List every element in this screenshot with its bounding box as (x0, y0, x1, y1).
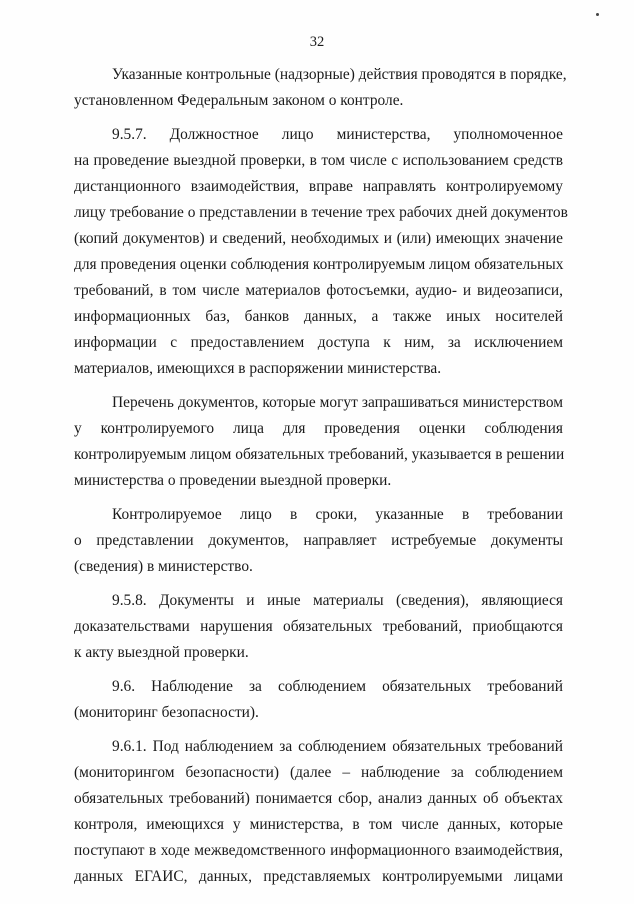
text-line: 9.6.1. Под наблюдением за соблюдением обязательных требований (112, 738, 563, 755)
text-line: для проведения оценки соблюдения контролируемым лицом обязательных (74, 256, 564, 273)
text-line: к акту выездной проверки. (74, 644, 249, 661)
text-line: о представлении документов, направляет истребуемые документы (74, 532, 563, 549)
text-line: установленном Федеральным законом о контроле. (74, 92, 404, 109)
text-line: у контролируемого лица для проведения оценки соблюдения (74, 420, 563, 437)
paragraph-controlled-person (74, 502, 563, 580)
text-line: контроля, имеющихся у министерства, в том числе данных, которые (74, 816, 563, 833)
paragraph-continuation (74, 62, 567, 114)
text-line: информационных баз, банков данных, а также иных носителей (74, 308, 563, 325)
text-line: лицу требование о представлении в течение трех рабочих дней документов (74, 204, 568, 221)
text-line: поступают в ходе межведомственного информационного взаимодействия, (74, 842, 563, 859)
text-line: доказательствами нарушения обязательных требований, приобщаются (74, 618, 563, 635)
text-line: министерства о проведении выездной проверки. (74, 472, 392, 489)
text-line: 9.5.7. Должностное лицо министерства, уполномоченное (112, 126, 563, 143)
text-line: дистанционного взаимодействия, вправе направлять контролируемому (74, 178, 563, 195)
paragraph-document-list (74, 390, 563, 494)
text-line: (мониторингом безопасности) (далее – наблюдение за соблюдением (74, 764, 563, 781)
text-line: (сведения) в министерство. (74, 558, 253, 575)
text-line: на проведение выездной проверки, в том числе с использованием средств (74, 152, 563, 169)
paragraph-9-5-7 (74, 122, 568, 382)
document-body (74, 62, 568, 890)
text-line: (копий документов) и сведений, необходимых и (или) имеющих значение (74, 230, 563, 247)
section-heading-9-6 (74, 674, 563, 726)
text-line: 9.5.8. Документы и иные материалы (сведения), являющиеся (112, 592, 563, 609)
text-line: контролируемым лицом обязательных требований, указывается в решении (74, 446, 565, 463)
text-line: Перечень документов, которые могут запрашиваться министерством (112, 394, 563, 411)
text-line: 9.6. Наблюдение за соблюдением обязательных требований (112, 678, 563, 695)
text-line: Указанные контрольные (надзорные) действия проводятся в порядке, (112, 66, 567, 83)
scan-speck (596, 13, 599, 16)
text-line: данных ЕГАИС, данных, представляемых контролируемыми лицами (74, 868, 563, 885)
text-line: Контролируемое лицо в сроки, указанные в требовании (112, 506, 563, 523)
text-line: (мониторинг безопасности). (74, 704, 259, 721)
paragraph-9-6-1 (74, 734, 563, 890)
page-number: 32 (309, 34, 325, 50)
paragraph-9-5-8 (74, 588, 563, 666)
text-line: требований, в том числе материалов фотосъемки, аудио- и видеозаписи, (74, 282, 563, 299)
text-line: информации с предоставлением доступа к ним, за исключением (74, 334, 563, 351)
text-line: обязательных требований) понимается сбор, анализ данных об объектах (74, 790, 563, 807)
text-line: материалов, имеющихся в распоряжении министерства. (74, 360, 442, 377)
